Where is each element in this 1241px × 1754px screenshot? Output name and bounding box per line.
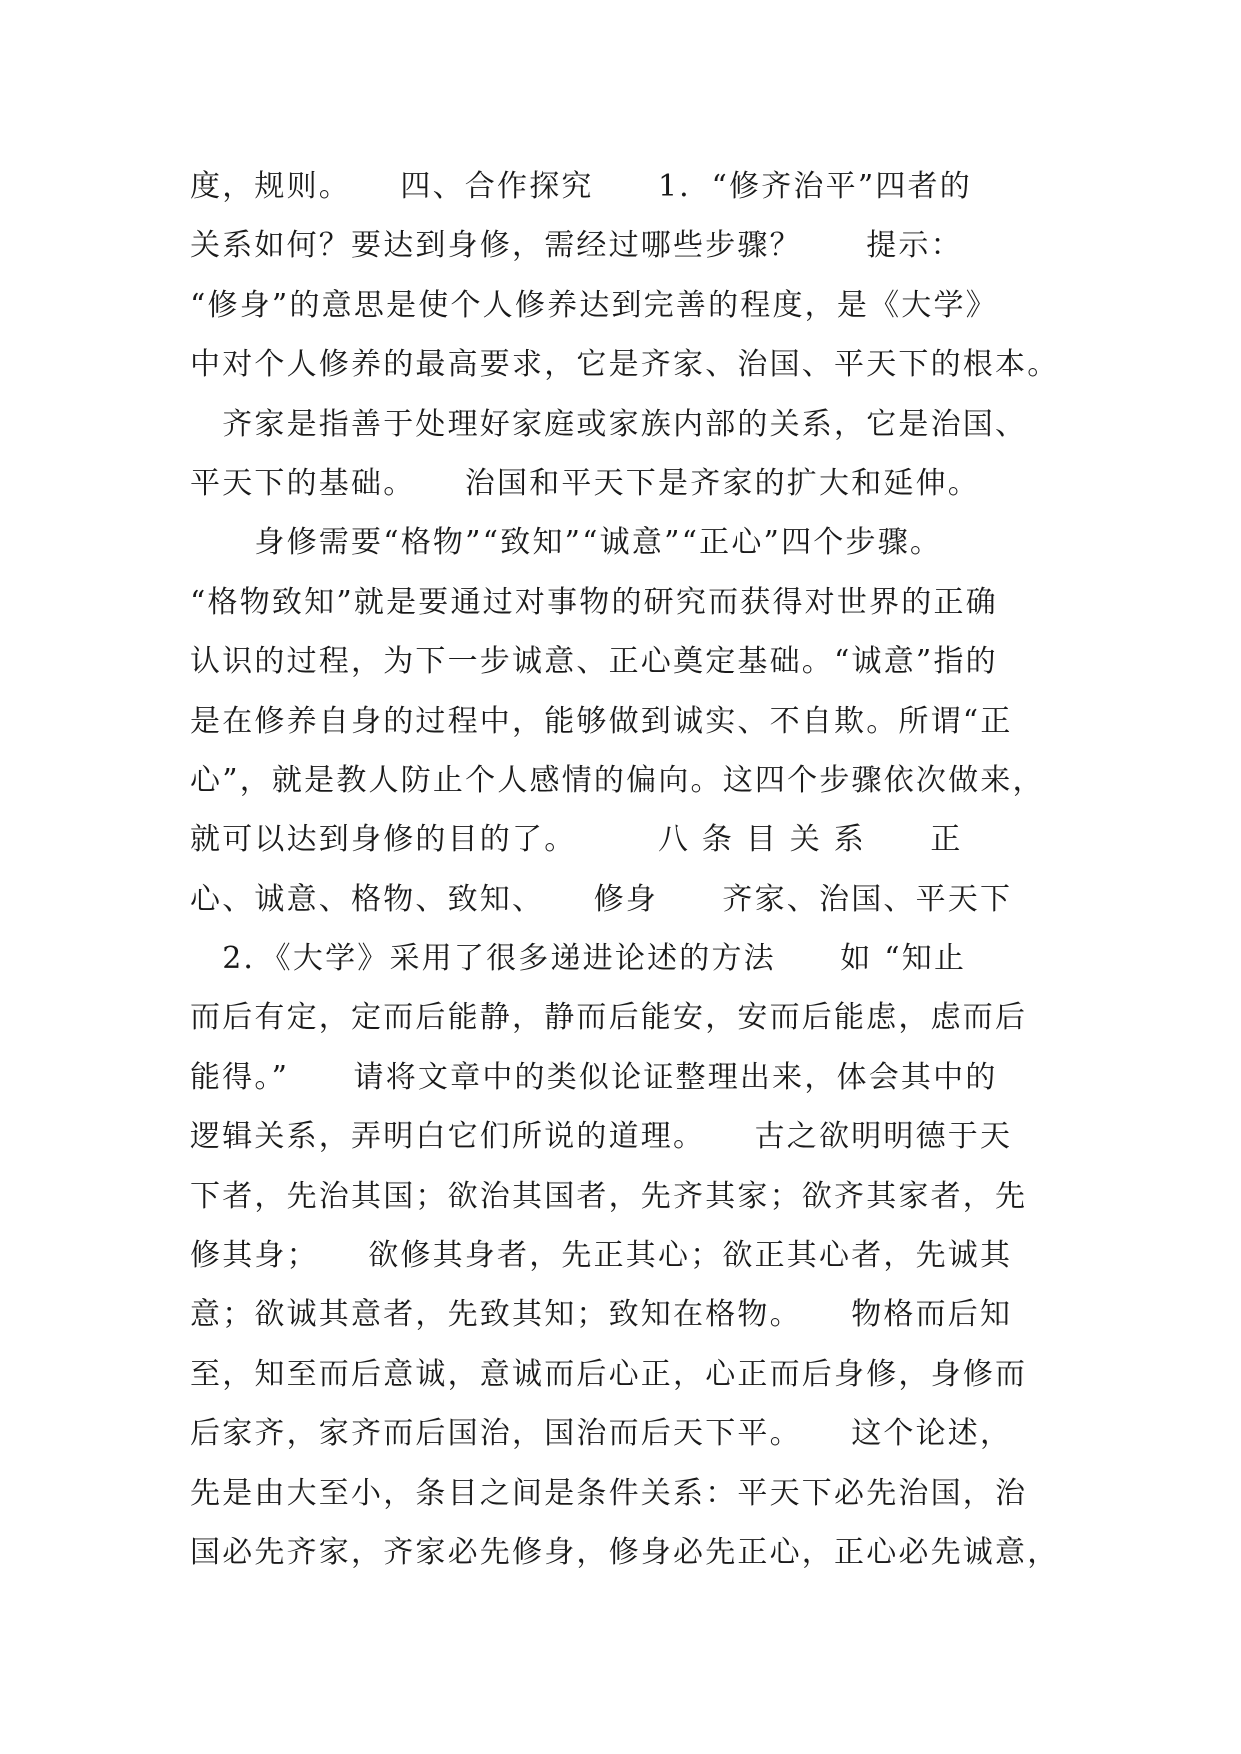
text-line: 平天下的基础。 治国和平天下是齐家的扩大和延伸。: [190, 465, 980, 501]
text-line: “格物致知”就是要通过对事物的研究而获得对世界的正确: [190, 584, 998, 620]
text-line: 意；欲诚其意者，先致其知；致知在格物。 物格而后知: [190, 1297, 1013, 1333]
text-line: “修身”的意思是使个人修养达到完善的程度，是《大学》: [190, 287, 998, 323]
text-line: 心”，就是教人防止个人感情的偏向。这四个步骤依次做来，: [190, 762, 1045, 798]
text-line: 就可以达到身修的目的了。 八 条 目 关 系 正: [190, 822, 963, 858]
text-line: 齐家是指善于处理好家庭或家族内部的关系，它是治国、: [190, 406, 1028, 442]
text-line: 先是由大至小，条目之间是条件关系：平天下必先治国，治: [190, 1475, 1028, 1511]
text-line: 心、诚意、格物、致知、 修身 齐家、治国、平天下: [190, 881, 1013, 917]
text-line: 认识的过程，为下一步诚意、正心奠定基础。“诚意”指的: [190, 644, 998, 680]
text-line: 修其身； 欲修其身者，先正其心；欲正其心者，先诚其: [190, 1238, 1013, 1274]
text-line: 至，知至而后意诚，意诚而后心正，心正而后身修，身修而: [190, 1356, 1028, 1392]
text-line: 能得。” 请将文章中的类似论证整理出来，体会其中的: [190, 1059, 998, 1095]
text-line: 后家齐，家齐而后国治，国治而后天下平。 这个论述，: [190, 1416, 1013, 1452]
text-line: 关系如何？要达到身修，需经过哪些步骤？ 提示：: [190, 228, 963, 264]
text-line: 中对个人修养的最高要求，它是齐家、治国、平天下的根本。: [190, 347, 1060, 383]
text-line: 而后有定，定而后能静，静而后能安，安而后能虑，虑而后: [190, 1000, 1028, 1036]
text-line: 身修需要“格物”“致知”“诚意”“正心”四个步骤。: [190, 525, 943, 561]
text-line: 是在修养自身的过程中，能够做到诚实、不自欺。所谓“正: [190, 703, 1013, 739]
text-line: 2．《大学》采用了很多递进论述的方法 如 “知止: [190, 941, 967, 977]
text-line: 国必先齐家，齐家必先修身，修身必先正心，正心必先诚意，: [190, 1534, 1060, 1570]
text-line: 逻辑关系，弄明白它们所说的道理。 古之欲明明德于天: [190, 1119, 1013, 1155]
text-line: 度，规则。 四、合作探究 1．“修齐治平”四者的: [190, 169, 972, 204]
text-line: 下者，先治其国；欲治其国者，先齐其家；欲齐其家者，先: [190, 1178, 1028, 1214]
body-text: [190, 157, 1090, 1582]
